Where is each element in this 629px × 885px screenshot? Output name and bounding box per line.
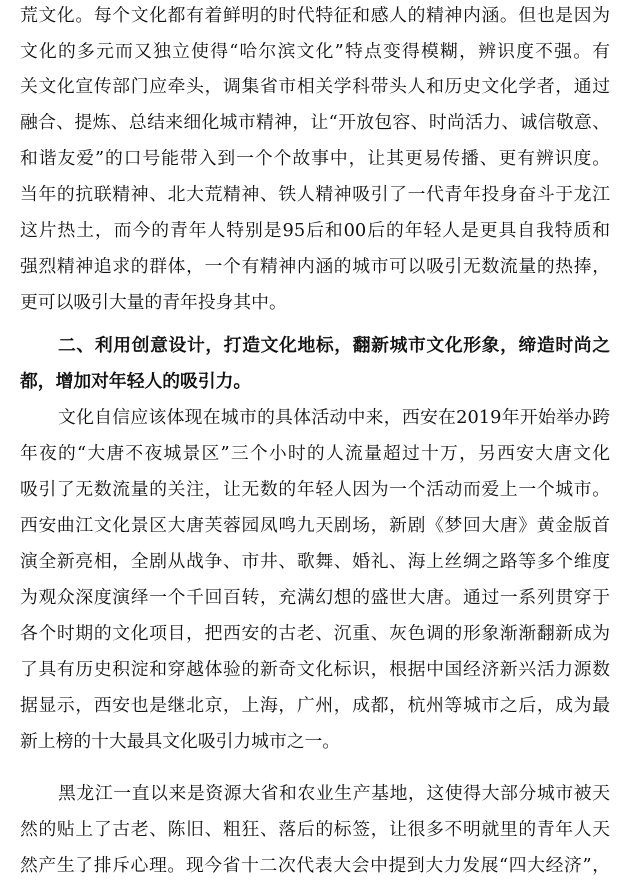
paragraph-line: 年夜的“大唐不夜城景区”三个小时的人流量超过十万，另西安大唐文化 xyxy=(20,443,610,464)
paragraph-line: 吸引了无数流量的关注，让无数的年轻人因为一个活动而爱上一个城市。 xyxy=(20,479,610,500)
paragraph-line: 融合、提炼、总结来细化城市精神，让“开放包容、时尚活力、诚信敬意、 xyxy=(20,112,610,133)
paragraph-line: 当年的抗联精神、北大荒精神、铁人精神吸引了一代青年投身奋斗于龙江 xyxy=(20,184,610,205)
section-heading-line: 二、利用创意设计，打造文化地标，翻新城市文化形象，缔造时尚之 xyxy=(58,335,610,356)
paragraph-line: 和谐友爱”的口号能带入到一个个故事中，让其更易传播、更有辨识度。 xyxy=(20,148,610,169)
paragraph-line: 荒文化。每个文化都有着鲜明的时代特征和感人的精神内涵。但也是因为 xyxy=(20,5,610,26)
paragraph-line: 然产生了排斥心理。现今省十二次代表大会中提到大力发展“四大经济”， xyxy=(20,855,610,876)
paragraph-line: 然的贴上了古老、陈旧、粗狂、落后的标签，让很多不明就里的青年人天 xyxy=(20,819,610,840)
paragraph-line: 了具有历史积淀和穿越体验的新奇文化标识，根据中国经济新兴活力源数 xyxy=(20,659,610,680)
paragraph-line: 西安曲江文化景区大唐芙蓉园凤鸣九天剧场，新剧《梦回大唐》黄金版首 xyxy=(20,515,610,536)
paragraph-line: 更可以吸引大量的青年投身其中。 xyxy=(20,292,287,313)
paragraph-line: 各个时期的文化项目，把西安的古老、沉重、灰色调的形象渐渐翻新成为 xyxy=(20,623,610,644)
paragraph-line: 关文化宣传部门应牵头，调集省市相关学科带头人和历史文化学者，通过 xyxy=(20,76,610,97)
paragraph-line: 演全新亮相，全剧从战争、市井、歌舞、婚礼、海上丝绸之路等多个维度 xyxy=(20,551,610,572)
paragraph-line: 强烈精神追求的群体，一个有精神内涵的城市可以吸引无数流量的热捧， xyxy=(20,256,610,277)
paragraph-line: 新上榜的十大最具文化吸引力城市之一。 xyxy=(20,731,341,752)
paragraph-line: 为观众深度演绎一个千回百转，充满幻想的盛世大唐。通过一系列贯穿于 xyxy=(20,587,610,608)
paragraph-line: 黑龙江一直以来是资源大省和农业生产基地，这使得大部分城市被天 xyxy=(58,783,610,804)
section-heading-line: 都，增加对年轻人的吸引力。 xyxy=(20,371,252,392)
paragraph-line: 文化的多元而又独立使得“哈尔滨文化”特点变得模糊，辨识度不强。有 xyxy=(20,41,610,62)
paragraph-line: 据显示，西安也是继北京，上海，广州，成都，杭州等城市之后，成为最 xyxy=(20,695,610,716)
paragraph-line: 文化自信应该体现在城市的具体活动中来，西安在2019年开始举办跨 xyxy=(58,407,610,428)
paragraph-line: 这片热土，而今的青年人特别是95后和00后的年轻人是更具自我特质和 xyxy=(20,220,610,241)
